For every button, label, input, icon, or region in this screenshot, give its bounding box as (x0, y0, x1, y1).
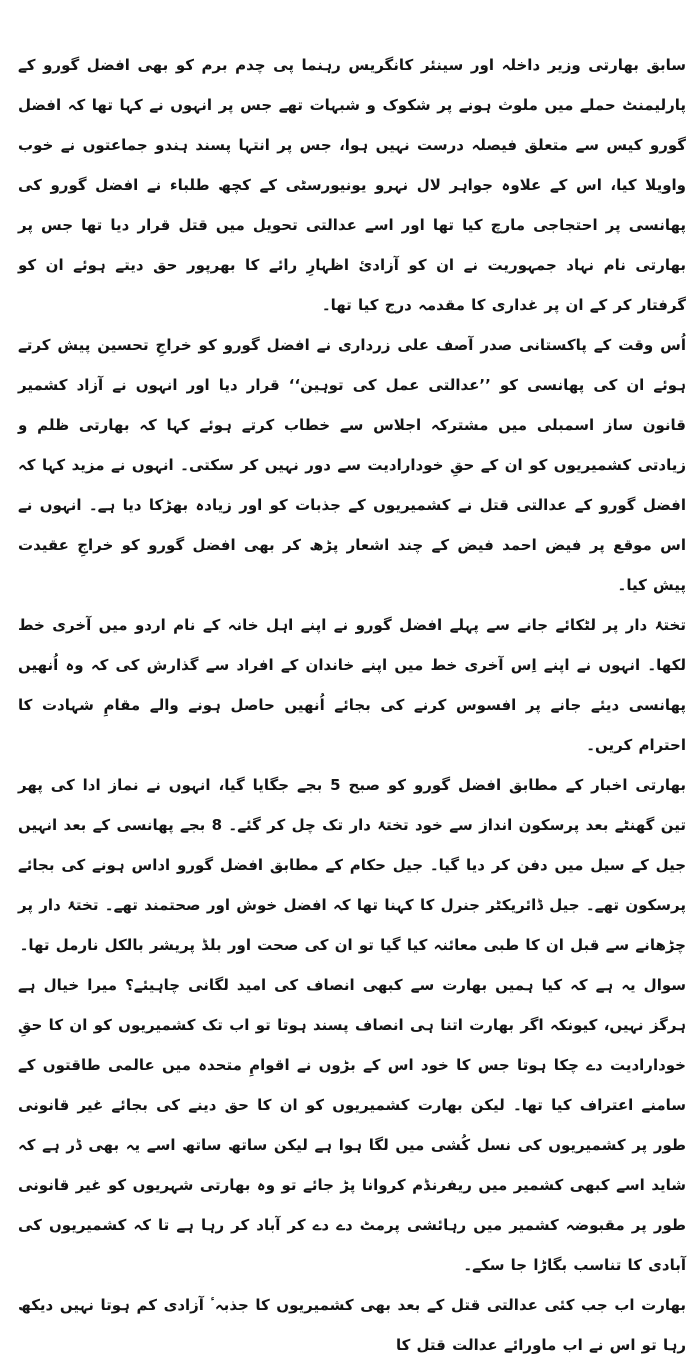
paragraph-5: سوال یہ ہے کہ کیا ہمیں بھارت سے کبھی انصاف کی امید لگانی چاہیئے؟ میرا خیال ہے ہرگز نہیں، کیونکہ اگر بھارت اتنا ہی انصاف پسند ہوتا تو اب تک کشمیریوں کو ان کا حقِ خودارادیت دے چکا ہوتا جس کا خود اس کے بڑوں نے اقوامِ متحدہ میں عالمی طاقتوں کے سامنے اعتراف کیا تھا۔ لیکن بھارت کشمیریوں کو ان کا حق دینے کی بجائے غیر قانونی طور پر کشمیریوں کی نسل کُشی میں لگا ہوا ہے لیکن ساتھ ساتھ اسے یہ بھی ڈر ہے کہ شاید اسے کبھی کشمیر میں ریفرنڈم کروانا پڑ جائے تو وہ بھارتی شہریوں کو غیر قانونی طور پر مقبوضہ کشمیر میں رہائشی پرمٹ دے دے کر آباد کر رہا ہے تا کہ کشمیریوں کی آبادی کا تناسب بگاڑا جا سکے۔ (18, 976, 686, 1274)
paragraph-2: اُس وقت کے پاکستانی صدر آصف علی زرداری نے افضل گورو کو خراجِ تحسین پیش کرتے ہوئے ان کی پھانسی کو ’’عدالتی عمل کی توہین‘‘ قرار دیا اور انہوں نے آزاد کشمیر قانون ساز اسمبلی میں مشترکہ اجلاس سے خطاب کرتے ہوئے کہا کہ بھارتی ظلم و زیادتی کشمیریوں کو ان کے حقِ خودارادیت سے دور نہیں کر سکتی۔ انہوں نے مزید کہا کہ افضل گورو کے عدالتی قتل نے کشمیریوں کے جذبات کو اور زیادہ بھڑکا دیا ہے۔ انہوں نے اس موقع پر فیض احمد فیض کے چند اشعار پڑھ کر بھی افضل گورو کو خراجِ عقیدت پیش کیا۔ (18, 336, 686, 594)
paragraph-6: بھارت اب جب کئی عدالتی قتل کے بعد بھی کشمیریوں کا جذبہٴ آزادی کم ہوتا نہیں دیکھ رہا تو اس نے اب ماورائے عدالت قتل کا (18, 1296, 686, 1354)
paragraph-3: تختۂ دار پر لٹکائے جانے سے پہلے افضل گورو نے اپنے اہل خانہ کے نام اردو میں آخری خط لکھا۔ انہوں نے اپنے اِس آخری خط میں اپنے خاندان کے افراد سے گذارش کی کہ وہ اُنھیں پھانسی دیئے جانے پر افسوس کرنے کی بجائے اُنھیں حاصل ہونے والے مقامِ شہادت کا احترام کریں۔ (18, 616, 686, 754)
paragraph-1: سابق بھارتی وزیر داخلہ اور سینئر کانگریس رہنما پی چدم برم کو بھی افضل گورو کے پارلیمنٹ حملے میں ملوث ہونے پر شکوک و شبہات تھے جس پر انہوں نے کہا تھا کہ افضل گورو کیس سے متعلق فیصلہ درست نہیں ہوا، جس پر انتہا پسند ہندو جماعتوں نے خوب واویلا کیا، اس کے علاوہ جواہر لال نہرو یونیورسٹی کے کچھ طلباء نے افضل گورو کی پھانسی پر احتجاجی مارچ کیا تھا اور اسے عدالتی تحویل میں قتل قرار دیا تھا جس پر بھارتی نام نہاد جمہوریت نے ان کو آزادیٔ اظہارِ رائے کا بھرپور حق دیتے ہوئے ان کو گرفتار کر کے ان پر غداری کا مقدمہ درج کیا تھا۔ (18, 56, 686, 314)
paragraph-4: بھارتی اخبار کے مطابق افضل گورو کو صبح 5 بجے جگایا گیا، انہوں نے نماز ادا کی پھر تین گھنٹے بعد پرسکون انداز سے خود تختۂ دار تک چل کر گئے۔ 8 بجے پھانسی کے بعد انہیں جیل کے سیل میں دفن کر دیا گیا۔ جیل حکام کے مطابق افضل گورو اداس ہونے کی بجائے پرسکون تھے۔ جیل ڈائریکٹر جنرل کا کہنا تھا کہ افضل خوش اور صحتمند تھے۔ تختۂ دار پر چڑھانے سے قبل ان کا طبی معائنہ کیا گیا تو ان کی صحت اور بلڈ پریشر بالکل نارمل تھا۔ (18, 776, 687, 954)
